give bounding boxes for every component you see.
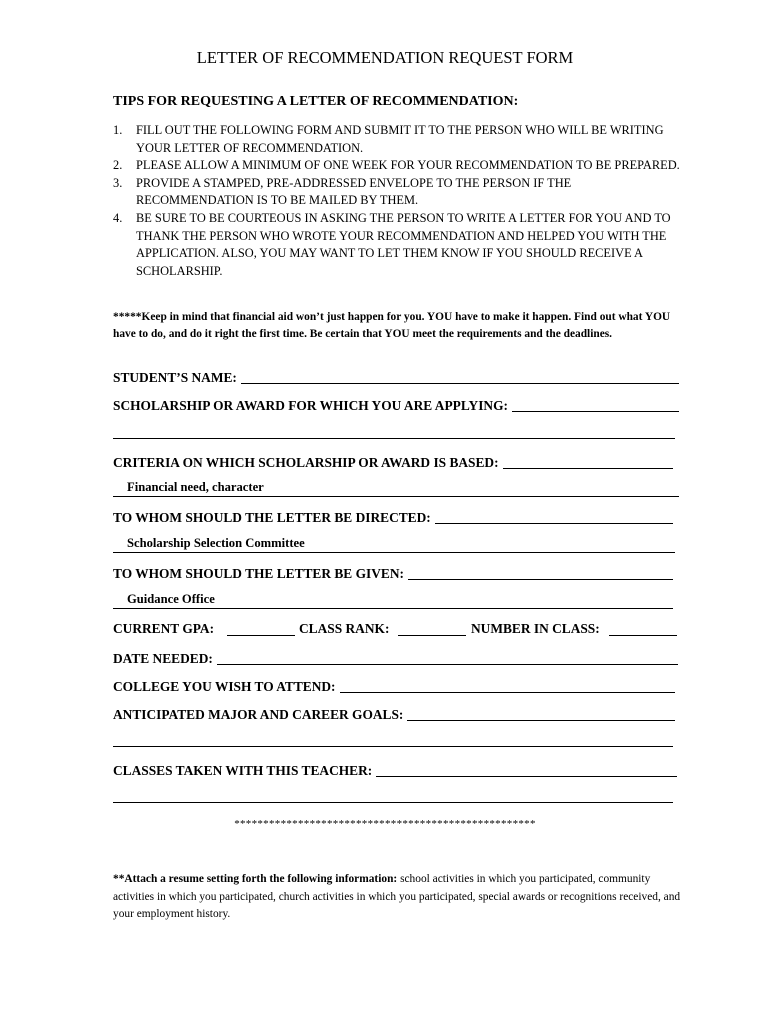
major-field-continued[interactable]: [113, 746, 673, 747]
tip-number: 1.: [113, 123, 123, 137]
gpa-rank-row: [113, 619, 679, 639]
major-row: [113, 703, 675, 723]
criteria-field[interactable]: [503, 454, 673, 469]
tip-number: 4.: [113, 210, 123, 225]
scholarship-field[interactable]: [512, 397, 679, 412]
criteria-value-line[interactable]: [113, 477, 679, 497]
major-field[interactable]: [407, 706, 675, 721]
directed-row: [113, 506, 673, 526]
college-label: COLLEGE YOU WISH TO ATTEND:: [113, 679, 336, 694]
given-label: TO WHOM SHOULD THE LETTER BE GIVEN:: [113, 566, 404, 581]
tip-number: 3.: [113, 175, 123, 190]
tip-text: PROVIDE A STAMPED, PRE-ADDRESSED ENVELOPE TO THE PERSON IF THE RECOMMENDATION IS TO BE MAILED BY THEM.: [136, 175, 572, 208]
college-row: [113, 675, 675, 695]
directed-value-line[interactable]: [113, 533, 675, 553]
tips-list: [113, 122, 683, 280]
classes-label: CLASSES TAKEN WITH THIS TEACHER:: [113, 763, 373, 778]
gpa-field[interactable]: [227, 635, 295, 636]
directed-label: TO WHOM SHOULD THE LETTER BE DIRECTED:: [113, 510, 431, 525]
page-title: LETTER OF RECOMMENDATION REQUEST FORM: [196, 48, 574, 67]
tip-item: [113, 122, 683, 157]
scholarship-row: [113, 394, 679, 414]
class-rank-label: CLASS RANK:: [299, 621, 390, 636]
tip-item: [113, 210, 683, 280]
directed-value: Scholarship Selection Committee: [127, 536, 305, 550]
gpa-label: CURRENT GPA:: [113, 621, 215, 636]
tip-text: FILL OUT THE FOLLOWING FORM AND SUBMIT IT TO THE PERSON WHO WILL BE WRITING YOUR LETTER OF RECOMMENDATION.: [136, 123, 664, 155]
tip-text: PLEASE ALLOW A MINIMUM OF ONE WEEK FOR YOUR RECOMMENDATION TO BE PREPARED.: [136, 158, 680, 173]
scholarship-label: SCHOLARSHIP OR AWARD FOR WHICH YOU ARE APPLYING:: [113, 398, 508, 413]
tip-text: BE SURE TO BE COURTEOUS IN ASKING THE PERSON TO WRITE A LETTER FOR YOU AND TO THANK THE PERSON WHO WROTE YOUR RECOMMENDATION AND HELPED YOU WITH THE APPLICATION. ALSO, YOU MAY WANT TO LET THEM KNOW IF YOU SHOULD RECEIVE A SCHOLARSHIP.: [136, 210, 671, 278]
date-needed-label: DATE NEEDED:: [113, 651, 213, 666]
attach-resume-note: [113, 871, 683, 924]
separator-stars: ****************************************************: [234, 818, 536, 830]
student-name-row: [113, 366, 679, 386]
tip-item: [113, 175, 683, 210]
major-label: ANTICIPATED MAJOR AND CAREER GOALS:: [113, 707, 404, 722]
keep-in-mind-note: *****Keep in mind that financial aid won’t just happen for you. YOU have to make it happen. Find out what YOU have to do, and do it right the first time. Be certain that YOU meet the requirements and the deadlines.: [113, 311, 671, 340]
student-name-label: STUDENT’S NAME:: [113, 370, 237, 385]
classes-field-continued[interactable]: [113, 802, 673, 803]
criteria-label: CRITERIA ON WHICH SCHOLARSHIP OR AWARD IS BASED:: [113, 455, 499, 470]
classes-row: [113, 759, 677, 779]
given-value-line[interactable]: [113, 589, 673, 609]
tip-item: [113, 157, 683, 175]
attach-resume-heading: **Attach a resume setting forth the following information:: [113, 873, 398, 885]
attach-resume-text: school activities in which you participated, community activities in which you participated, church activities in which you participated, special awards or recognitions received, and your employment history.: [113, 873, 681, 920]
given-row: [113, 562, 673, 582]
number-in-class-field[interactable]: [609, 635, 677, 636]
tips-heading: TIPS FOR REQUESTING A LETTER OF RECOMMENDATION:: [113, 94, 519, 109]
date-needed-field[interactable]: [217, 650, 678, 665]
directed-field[interactable]: [435, 509, 673, 524]
tip-number: 2.: [113, 158, 123, 173]
given-field[interactable]: [408, 565, 673, 580]
college-field[interactable]: [340, 678, 676, 693]
scholarship-field-continued[interactable]: [113, 438, 675, 439]
given-value: Guidance Office: [127, 592, 215, 606]
number-in-class-label: NUMBER IN CLASS:: [471, 621, 600, 636]
criteria-row: [113, 451, 673, 471]
class-rank-field[interactable]: [398, 635, 466, 636]
date-needed-row: [113, 647, 678, 667]
classes-field[interactable]: [376, 762, 677, 777]
criteria-value: Financial need, character: [127, 480, 264, 494]
student-name-field[interactable]: [241, 369, 679, 384]
